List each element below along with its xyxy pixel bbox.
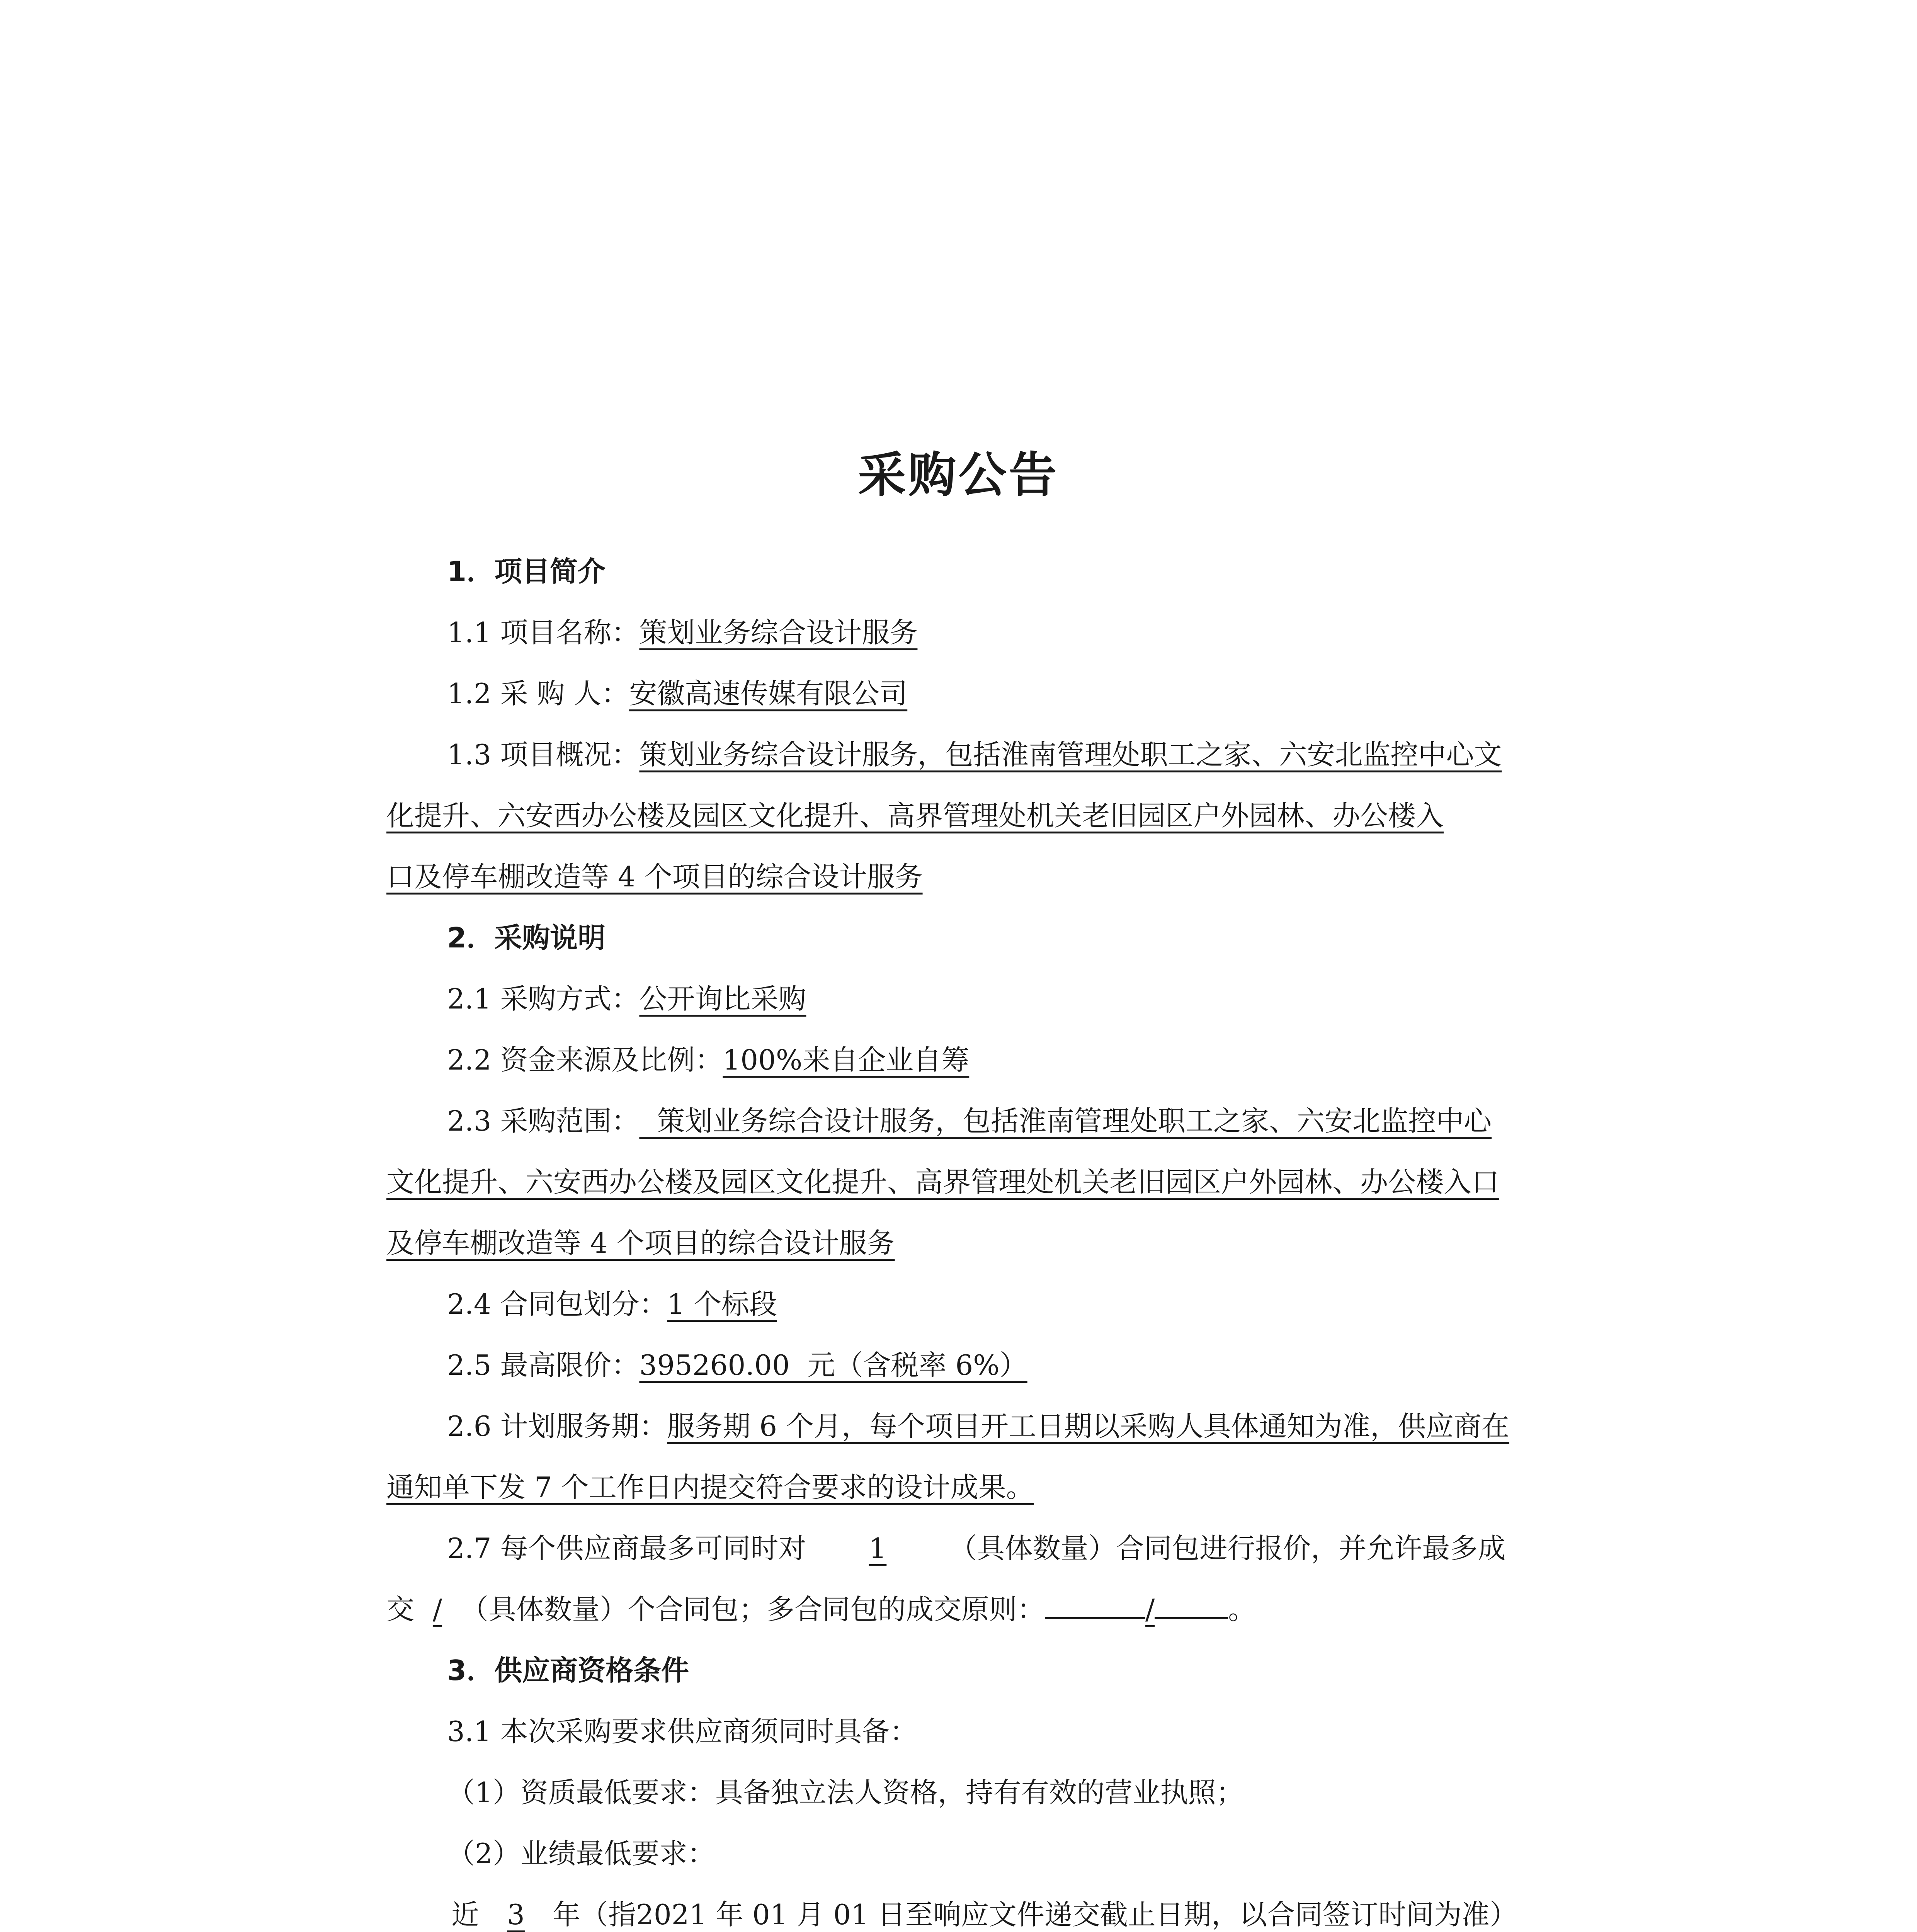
item-label: 2.1 采购方式： xyxy=(447,983,640,1015)
item-value-line-1: 服务期 6 个月，每个项目开工日期以采购人具体通知为准，供应商在 xyxy=(667,1410,1509,1442)
qualification-license: （1）资质最低要求：具备独立法人资格，持有有效的营业执照； xyxy=(447,1776,1244,1809)
item-project-name xyxy=(386,602,1542,663)
item-project-overview xyxy=(386,724,1542,907)
line2-prefix: 交 xyxy=(386,1593,415,1626)
item-value-line-3: 及停车棚改造等 4 个项目的综合设计服务 xyxy=(386,1227,895,1259)
item-purchaser xyxy=(386,663,1542,724)
section-heading-qualifications: 3．供应商资格条件 xyxy=(447,1654,689,1687)
award-count-blank: / xyxy=(432,1593,442,1626)
item-label: 1.3 项目概况： xyxy=(447,738,640,771)
item-label: 2.6 计划服务期： xyxy=(447,1410,667,1442)
line2-mid: （具体数量）个合同包；多合同包的成交原则： xyxy=(461,1593,1045,1626)
item-quote-limit xyxy=(386,1518,1542,1640)
qualification-performance: （2）业绩最低要求： xyxy=(447,1837,715,1870)
item-label: 2.2 资金来源及比例： xyxy=(447,1044,723,1076)
item-value: 安徽高速传媒有限公司 xyxy=(629,677,908,710)
item-value: 1 个标段 xyxy=(667,1288,777,1320)
item-value: 395260.00 元（含税率 6%） xyxy=(639,1349,1027,1381)
item-procurement-scope xyxy=(386,1090,1542,1274)
line2-end: 。 xyxy=(1228,1593,1256,1626)
item-value-line-2: 通知单下发 7 个工作日内提交符合要求的设计成果。 xyxy=(386,1471,1034,1503)
item-value-line-1: 策划业务综合设计服务，包括淮南管理处职工之家、六安北监控中心 xyxy=(639,1105,1492,1137)
item-procurement-method xyxy=(386,968,1542,1029)
years-blank: 3 xyxy=(507,1898,525,1931)
item-label: 2.4 合同包划分： xyxy=(447,1288,667,1320)
item-value-line-2: 化提升、六安西办公楼及园区文化提升、高界管理处机关老旧园区户外园林、办公楼入 xyxy=(386,799,1444,832)
item-value: 公开询比采购 xyxy=(639,983,806,1015)
item-value-line-3: 口及停车棚改造等 4 个项目的综合设计服务 xyxy=(386,861,923,893)
item-contract-packages xyxy=(386,1274,1542,1335)
package-count-blank: 1 xyxy=(869,1532,887,1565)
item-value-line-2: 文化提升、六安西办公楼及园区文化提升、高界管理处机关老旧园区户外园林、办公楼入口 xyxy=(386,1166,1500,1198)
item-fund-source xyxy=(386,1029,1542,1090)
performance-requirement xyxy=(386,1884,1542,1932)
item-value: 策划业务综合设计服务 xyxy=(639,616,918,649)
perf-post: 年（指2021 年 01 月 01 日至响应文件递交截止日期，以合同签订时间为准） xyxy=(553,1898,1517,1931)
item-label: 2.3 采购范围： xyxy=(447,1105,640,1137)
item-service-period xyxy=(386,1396,1542,1518)
item-label: 1.2 采 购 人： xyxy=(447,677,629,710)
announcement-body xyxy=(386,541,1542,1932)
award-principle-blank-left xyxy=(1045,1602,1145,1619)
item-value: 100%来自企业自筹 xyxy=(723,1044,970,1076)
award-principle-blank-right xyxy=(1155,1602,1228,1619)
item-max-price xyxy=(386,1335,1542,1396)
qualification-intro: 3.1 本次采购要求供应商须同时具备： xyxy=(447,1715,918,1748)
page-title: 采购公告 xyxy=(858,447,1059,503)
item-value-line-1: 策划业务综合设计服务，包括淮南管理处职工之家、六安北监控中心文 xyxy=(639,738,1502,771)
perf-pre: 近 xyxy=(451,1898,480,1931)
award-principle-separator: / xyxy=(1145,1593,1155,1626)
section-heading-project-intro: 1．项目简介 xyxy=(447,555,606,588)
item-label: 1.1 项目名称： xyxy=(447,616,640,649)
section-heading-procurement: 2．采购说明 xyxy=(447,922,606,954)
item-label: 2.5 最高限价： xyxy=(447,1349,640,1381)
item-mid: （具体数量）合同包进行报价，并允许最多成 xyxy=(949,1532,1506,1565)
item-prefix: 2.7 每个供应商最多可同时对 xyxy=(447,1532,806,1565)
